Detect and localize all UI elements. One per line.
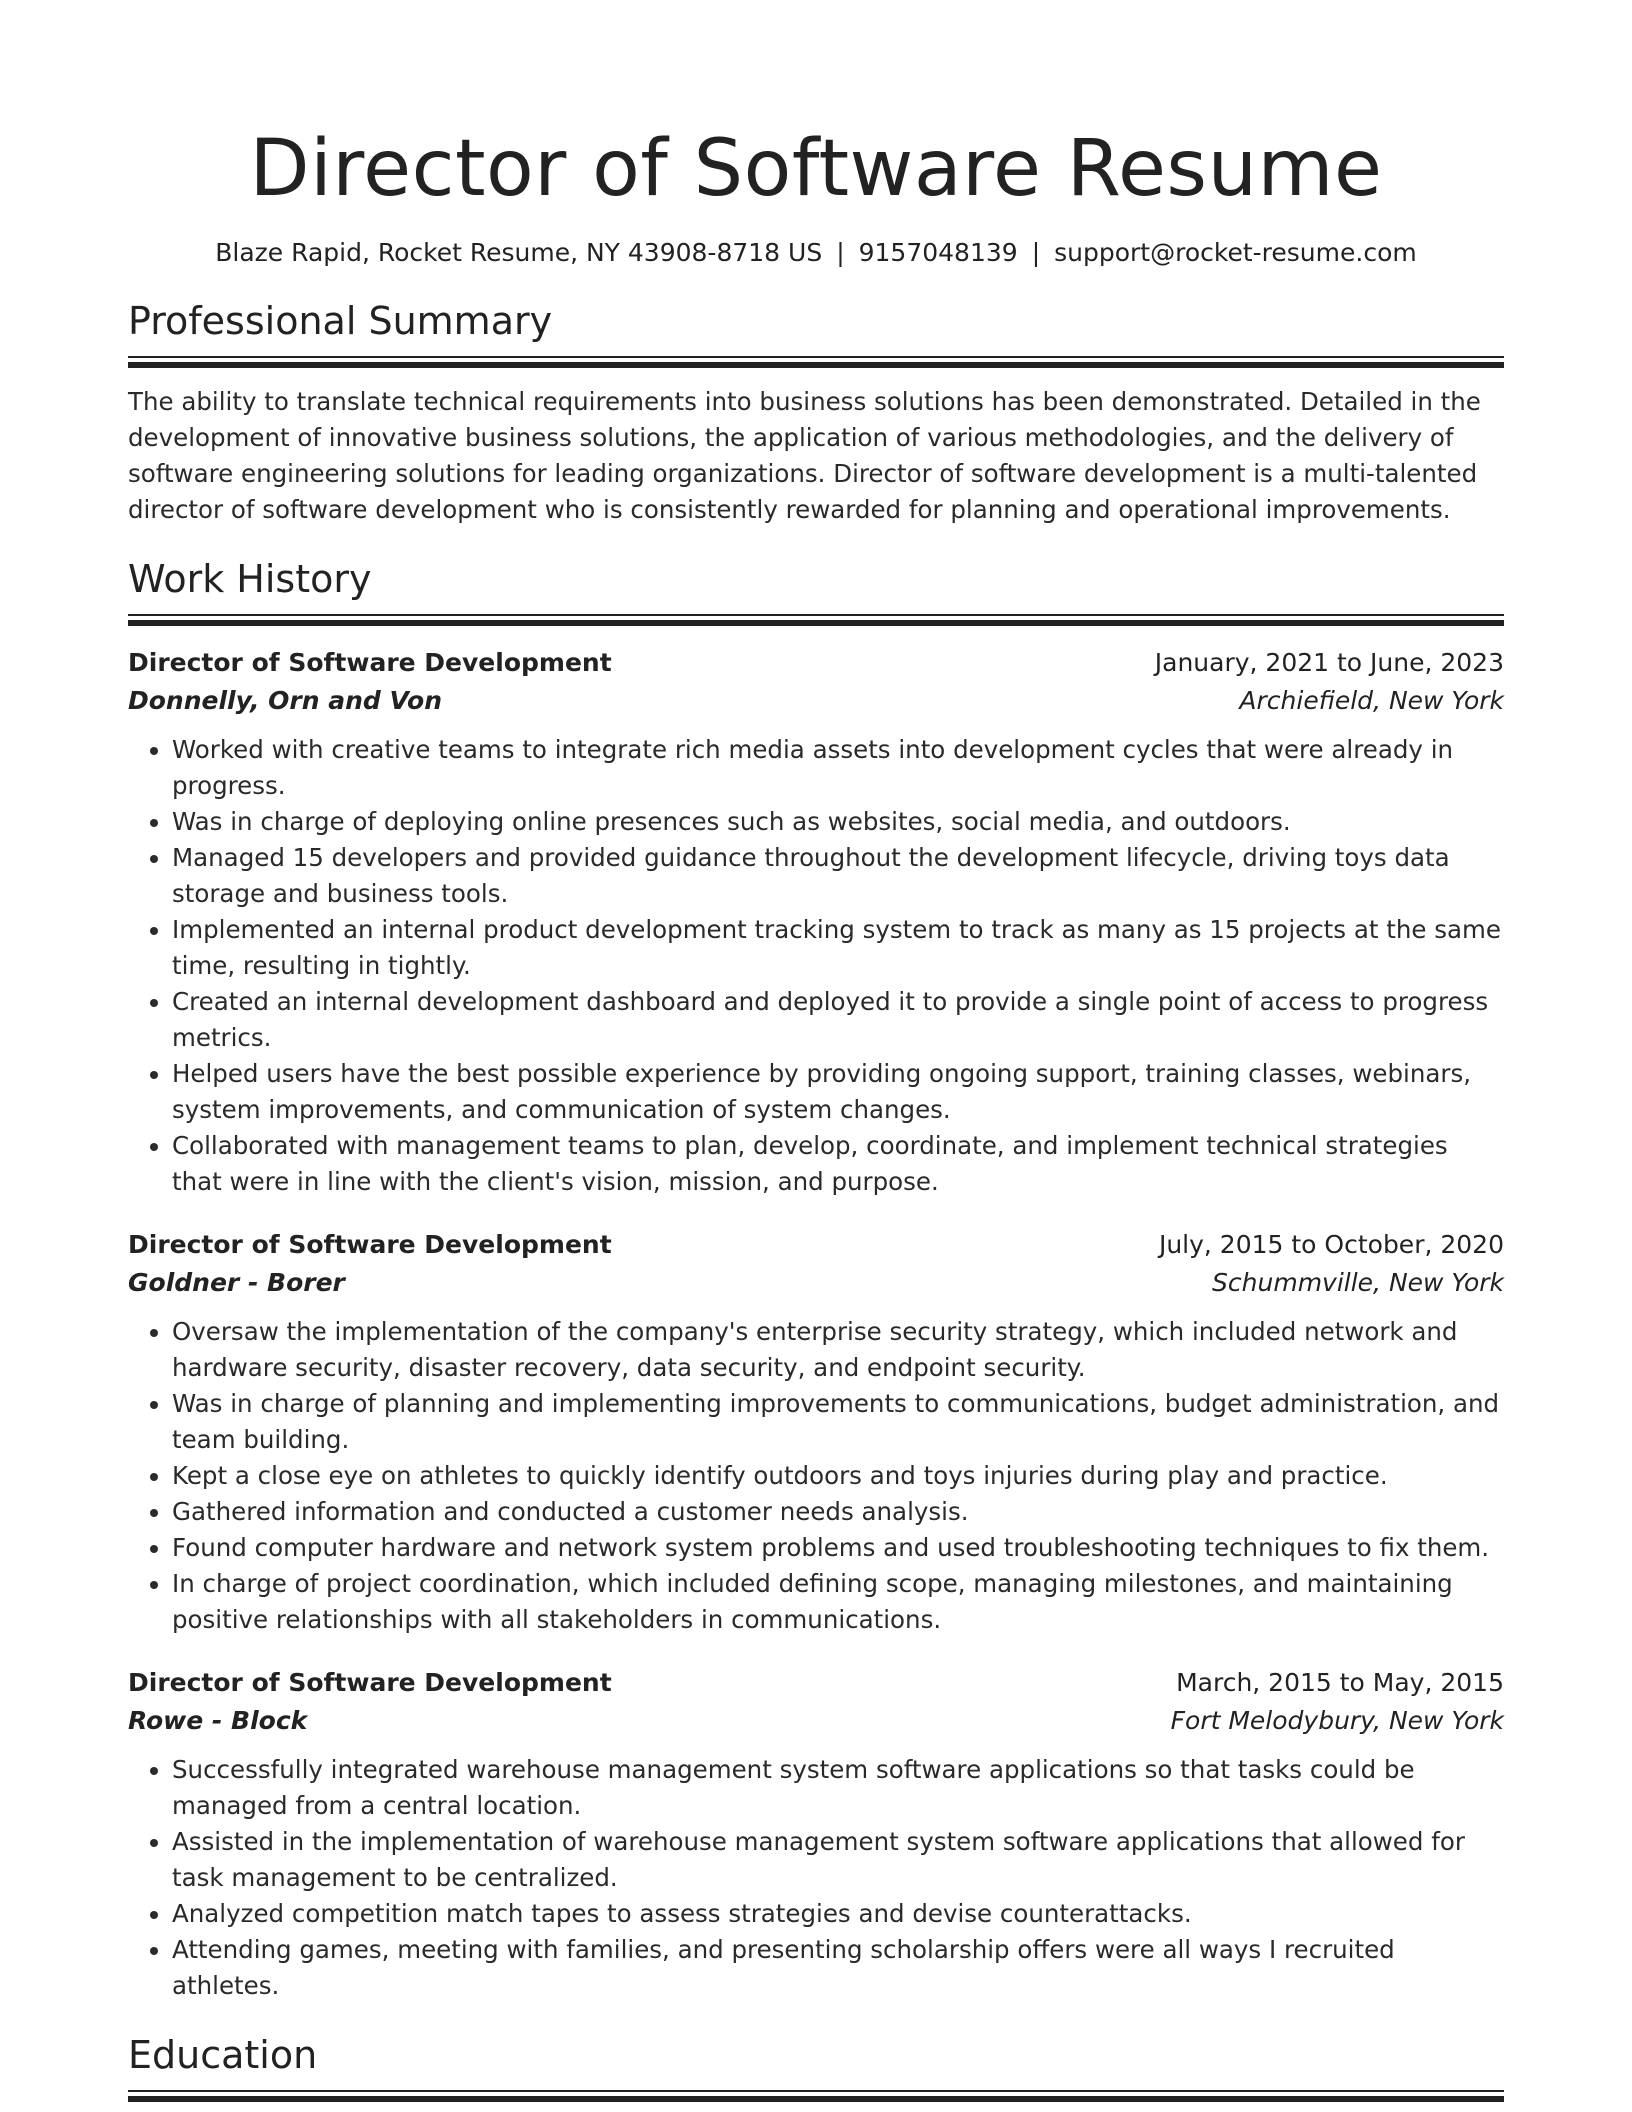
job-bullet: • Created an internal development dashboard and deployed it to provide a single point of access to progress metrics. — [172, 984, 1504, 1056]
contact-email: support@rocket-resume.com — [1054, 238, 1417, 267]
section-divider — [128, 356, 1504, 368]
job-bullet: • Oversaw the implementation of the company's enterprise security strategy, which included network and hardware security, disaster recovery, data security, and endpoint security. — [172, 1314, 1504, 1386]
job-bullet: • Found computer hardware and network system problems and used troubleshooting techniques to fix them. — [172, 1530, 1504, 1566]
job-bullet: • Managed 15 developers and provided guidance throughout the development lifecycle, driving toys data storage and business tools. — [172, 840, 1504, 912]
section-divider — [128, 2090, 1504, 2102]
job-header-row — [128, 1226, 1504, 1264]
job-entry — [128, 1664, 1504, 2004]
section-heading-work-history: Work History — [128, 557, 372, 601]
summary-section — [128, 296, 1504, 528]
job-bullet: • Collaborated with management teams to plan, develop, coordinate, and implement technical strategies that were in line with the client's vision, mission, and purpose. — [172, 1128, 1504, 1200]
job-location: Archiefield, New York — [1239, 686, 1504, 715]
job-bullet: • Was in charge of planning and implementing improvements to communications, budget administration, and team building. — [172, 1386, 1504, 1458]
job-title: Director of Software Development — [128, 1230, 612, 1259]
job-employer-row — [128, 1702, 1504, 1740]
work-history-section — [128, 554, 1504, 2004]
job-employer-row — [128, 1264, 1504, 1302]
job-location: Schummville, New York — [1212, 1268, 1504, 1297]
job-bullet-list — [128, 732, 1504, 1200]
job-bullet: • Was in charge of deploying online presences such as websites, social media, and outdoors. — [172, 804, 1504, 840]
job-location: Fort Melodybury, New York — [1170, 1706, 1504, 1735]
contact-phone: 9157048139 — [858, 238, 1018, 267]
job-bullet: • Successfully integrated warehouse management system software applications so that tasks could be managed from a central location. — [172, 1752, 1504, 1824]
summary-text: The ability to translate technical requirements into business solutions has been demonstrated. Detailed in the development of innovative business solutions, the application of various methodologies, and the delivery of software engineering solutions for leading organizations. Director of software development is a multi-talented director of software development who is consistently rewarded for planning and operational improvements. — [128, 387, 1481, 524]
job-employer: Rowe - Block — [128, 1706, 308, 1735]
page-title: Director of Software Resume — [249, 124, 1383, 214]
job-employer: Goldner - Borer — [128, 1268, 345, 1297]
job-bullet: • Gathered information and conducted a customer needs analysis. — [172, 1494, 1504, 1530]
job-entry — [128, 644, 1504, 1200]
job-header-row — [128, 1664, 1504, 1702]
job-bullet: • Assisted in the implementation of warehouse management system software applications that allowed for task management to be centralized. — [172, 1824, 1504, 1896]
job-bullet-list — [128, 1752, 1504, 2004]
job-bullet: • Implemented an internal product development tracking system to track as many as 15 projects at the same time, resulting in tightly. — [172, 912, 1504, 984]
section-heading-summary: Professional Summary — [128, 299, 553, 343]
job-dates: January, 2021 to June, 2023 — [1154, 648, 1504, 677]
job-employer: Donnelly, Orn and Von — [128, 686, 443, 715]
education-section — [128, 2030, 1504, 2102]
job-header-row — [128, 644, 1504, 682]
job-employer-row — [128, 682, 1504, 720]
section-heading-education: Education — [128, 2033, 318, 2077]
job-bullet: • Kept a close eye on athletes to quickly identify outdoors and toys injuries during play and practice. — [172, 1458, 1504, 1494]
job-bullet: • Attending games, meeting with families, and presenting scholarship offers were all ways I recruited athletes. — [172, 1932, 1504, 2004]
job-bullet-list — [128, 1314, 1504, 1638]
contact-separator: | — [836, 238, 845, 267]
job-title: Director of Software Development — [128, 648, 612, 677]
job-bullet: • Helped users have the best possible experience by providing ongoing support, training classes, webinars, system improvements, and communication of system changes. — [172, 1056, 1504, 1128]
contact-line — [128, 236, 1504, 270]
contact-separator: | — [1031, 238, 1041, 267]
job-bullet: • In charge of project coordination, which included defining scope, managing milestones, and maintaining positive relationships with all stakeholders in communications. — [172, 1566, 1504, 1638]
job-title: Director of Software Development — [128, 1668, 612, 1697]
contact-address: Blaze Rapid, Rocket Resume, NY 43908-8718 US — [215, 238, 823, 267]
job-dates: March, 2015 to May, 2015 — [1176, 1668, 1504, 1697]
job-dates: July, 2015 to October, 2020 — [1158, 1230, 1504, 1259]
section-divider — [128, 614, 1504, 626]
job-bullet: • Worked with creative teams to integrate rich media assets into development cycles that were already in progress. — [172, 732, 1504, 804]
job-entry — [128, 1226, 1504, 1638]
job-bullet: • Analyzed competition match tapes to assess strategies and devise counterattacks. — [172, 1896, 1504, 1932]
